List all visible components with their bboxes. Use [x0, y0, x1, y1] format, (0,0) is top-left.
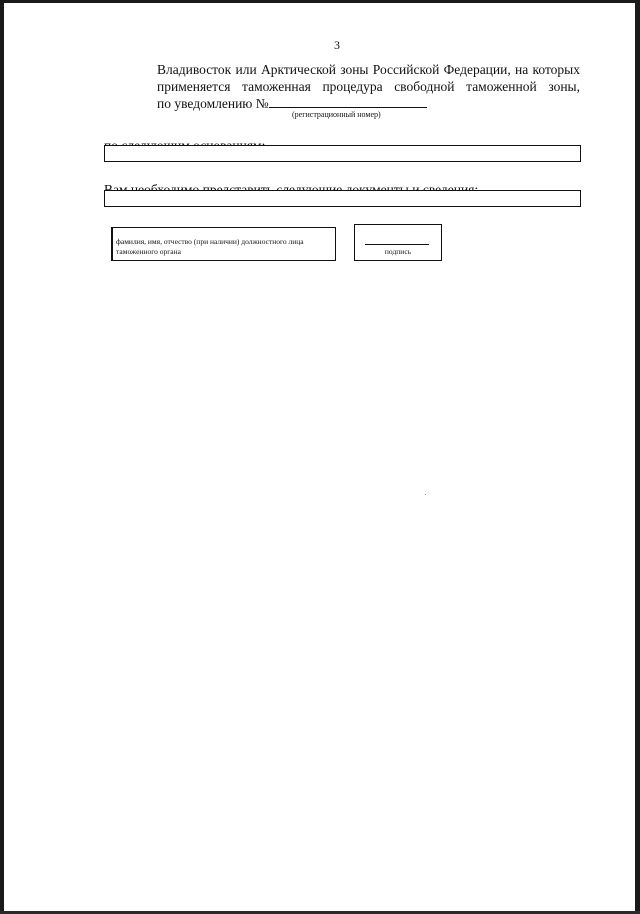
official-name-caption: фамилия, имя, отчество (при наличии) должностного лица таможенного органа [116, 237, 304, 256]
scan-edge-top [0, 0, 640, 3]
scan-edge-right [635, 0, 640, 914]
intro-paragraph: Владивосток или Арктической зоны Российской Федерации, на которых применяется таможенная процедура свободной таможенной зоны, [157, 62, 580, 94]
signature-line [365, 244, 429, 245]
notification-prefix: по уведомлению № [157, 96, 269, 111]
signature-caption: подпись [384, 247, 412, 256]
registration-number-field[interactable] [269, 95, 427, 108]
grounds-field[interactable] [104, 145, 581, 162]
documents-field[interactable] [104, 190, 581, 207]
scan-edge-left [0, 0, 4, 914]
page-number: 3 [334, 38, 340, 52]
registration-number-caption: (регистрационный номер) [292, 110, 381, 119]
signature-box[interactable] [354, 224, 442, 261]
scan-speck [425, 494, 426, 495]
official-name-box[interactable] [111, 227, 336, 261]
